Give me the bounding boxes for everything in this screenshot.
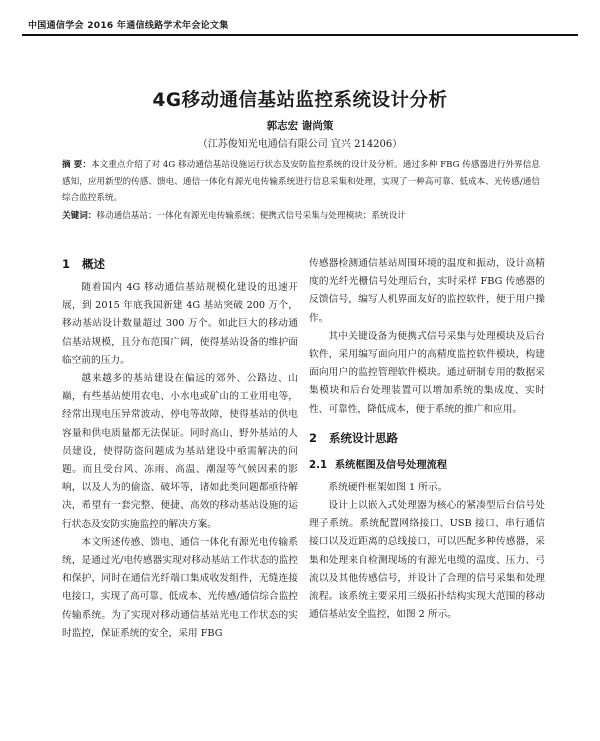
section-2-title: 系统设计思路 (329, 430, 398, 445)
affiliation: （江苏俊知光电通信有限公司 宜兴 214206） (197, 139, 403, 150)
section-1-paragraph: 随着国内 4G 移动通信基站规模化建设的迅速开展，到 2015 年底我国新建 4G 基站突破 200 万个，移动基站设计数量超过 300 万个。如此巨大的移动通信基站规模，且分布范围广阔，使得基站设备的维护面临空前的压力。 (62, 282, 298, 366)
section-2-1-paragraph: 系统硬件框架如图 1 所示。 (328, 481, 448, 493)
running-header: 中国通信学会 2016 年通信线路学术年会论文集 (28, 21, 229, 31)
header-rule (22, 34, 578, 36)
section-2-1-title: 系统框图及信号处理流程 (335, 459, 448, 471)
abstract (62, 157, 540, 207)
section-2-1-number: 2.1 (309, 459, 328, 471)
keywords (62, 208, 540, 224)
keywords-label: 关键词： (62, 211, 97, 221)
keywords-text: 移动通信基站；一体化有源光电传输系统；便携式信号采集与处理模块；系统设计 (96, 211, 406, 221)
left-column (62, 255, 298, 643)
section-1-heading (62, 255, 298, 273)
section-2-1-paragraph: 设计上以嵌入式处理器为核心的紧凑型后台信号处理子系统。系统配置网络接口、USB 接口、串行通信接口以及近距离的总线接口，可以匹配多种传感器，采集和处理来自检测现场的有源光电缆的温度、压力、弓流以及其他传感信号，并设计了合理的信号采集和处理流程。该系统主要采用三级拓扑结构实现大范围的移动通信基站安全监控，如图 2 所示。 (309, 500, 545, 621)
section-1-number: 1 (62, 257, 71, 271)
right-column (309, 255, 545, 624)
section-1-title: 概述 (82, 257, 105, 271)
section-1-paragraph: 越来越多的基站建设在偏远的郊外、公路边、山巅，有些基站使用农电、小水电或矿山的工业用电等，经常出现电压异常波动、停电等故障，使得基站的供电容量和供电质量都无法保证。同时高山、野外基站的人员建设，使得防盗问题成为基站建设中亟需解决的问题。而且受台风、冻雨、高温、潮湿等气候因素的影响，以及人为的偷盗、破坏等，诸如此类问题都亟待解决，希望有一套完整、便捷、高效的移动基站设施的运行状态及安防实施监控的解决方案。 (62, 373, 298, 530)
right-intro-paragraph: 其中关键设备为便携式信号采集与处理模块及后台软件，采用编写面向用户的高精度监控软件模块，构建面向用户的监控管理软件模块。通过研制专用的数据采集模块和后台处理装置可以增加系统的集成度、实时性、可靠性，降低成本，便于系统的推广和应用。 (309, 330, 545, 415)
section-1-paragraph: 本文所述传感、馈电、通信一体化有源光电传输系统，是通过光/电传感器实现对移动基站工作状态的监控和保护，同时在通信光纤端口集成收发组件，无缝连接电接口，实现了高可靠、低成本、光传感/通信综合监控传输系统。为了实现对移动通信基站光电工作状态的实时监控，保证系统的安全，采用 FBG (62, 536, 298, 639)
section-2-heading (309, 429, 545, 447)
paper-title: 4G移动通信基站监控系统设计分析 (152, 90, 448, 111)
abstract-label: 摘 要： (62, 160, 91, 170)
section-2-1-heading (309, 457, 545, 475)
authors: 郭志宏 谢尚策 (266, 120, 334, 132)
right-intro-paragraph: 传感器检测通信基站周围环境的温度和振动，设计高精度的光纤光栅信号处理后台，实时采样 FBG 传感器的反馈信号，编写人机界面友好的监控软件，便于用户操作。 (309, 258, 545, 324)
section-2-number: 2 (309, 430, 318, 445)
abstract-text: 本文重点介绍了对 4G 移动通信基站设施运行状态及安防监控系统的设计及分析。通过多种 FBG 传感器进行外界信息感知，应用新型的传感、馈电、通信一体化有源光电传输系统进行信息采集和处理，实现了一种高可靠、低成本、光传感/通信综合监控系统。 (62, 160, 540, 204)
